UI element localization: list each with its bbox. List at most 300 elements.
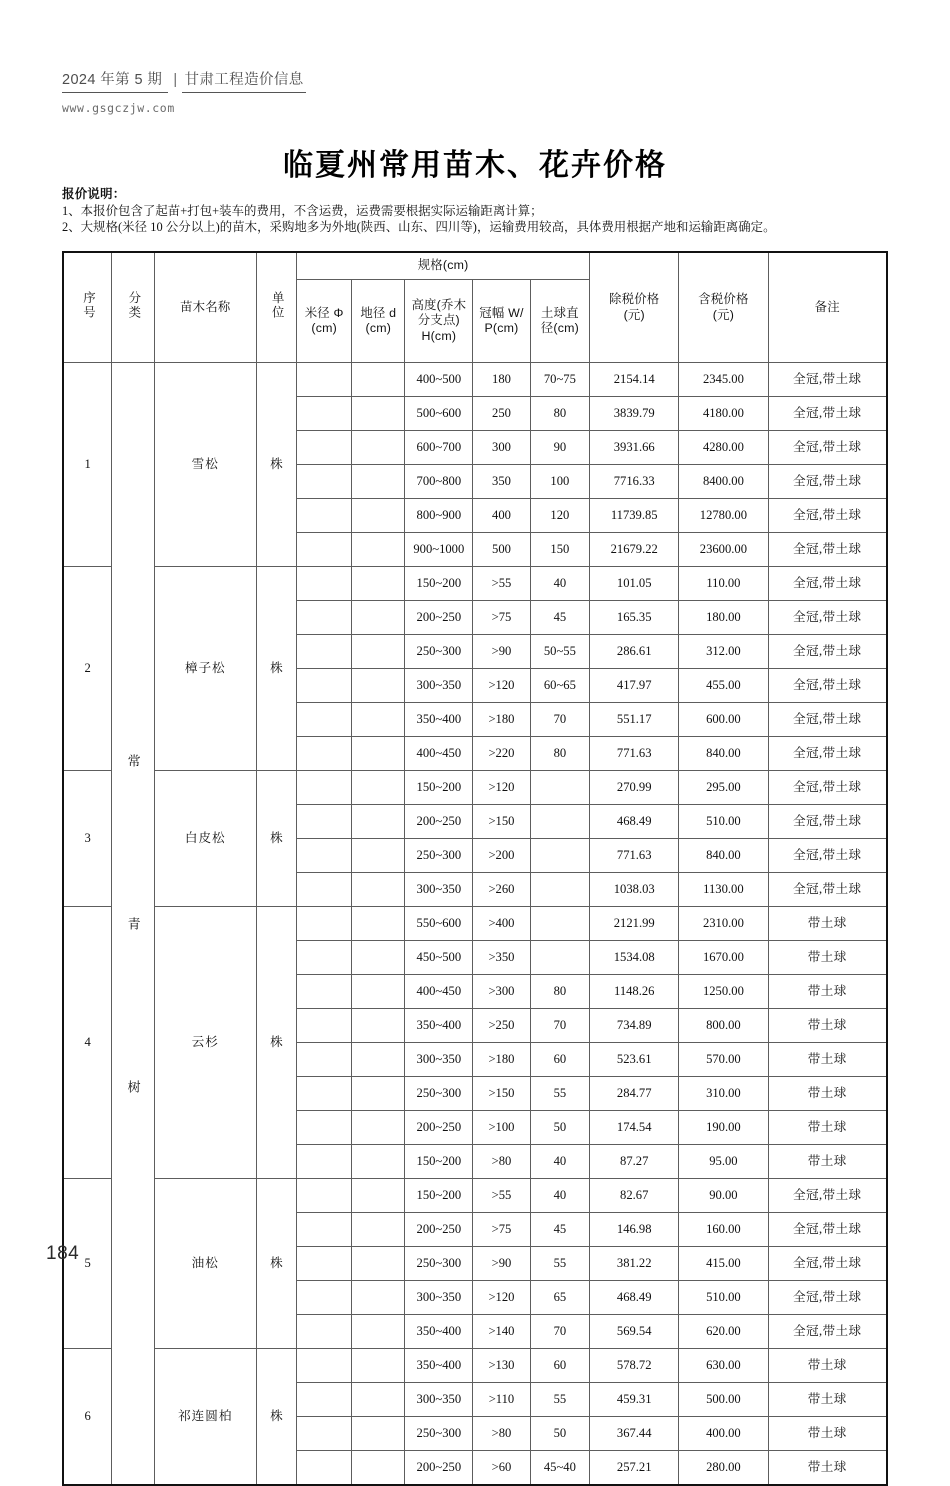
cell-spec-crown-width: >120: [473, 1281, 530, 1315]
cell-price-ex-tax: 3839.79: [590, 397, 679, 431]
cell-remark: 全冠,带土球: [768, 1315, 887, 1349]
cell-spec-height: 250~300: [405, 1077, 473, 1111]
cell-price-ex-tax: 734.89: [590, 1009, 679, 1043]
th-spec-crown-width-line2: P(cm): [484, 321, 519, 335]
th-spec-ground-diameter-line2: (cm): [365, 321, 392, 335]
cell-spec-ground-diameter: [352, 907, 405, 941]
cell-price-ex-tax: 771.63: [590, 839, 679, 873]
cell-spec-trunk-diameter: [297, 499, 352, 533]
cell-spec-rootball-diameter: 50: [530, 1111, 590, 1145]
cell-spec-ground-diameter: [352, 805, 405, 839]
th-plant-name: 苗木名称: [154, 252, 256, 363]
cell-spec-rootball-diameter: 60: [530, 1043, 590, 1077]
cell-plant-name: 油松: [154, 1179, 256, 1349]
cell-spec-ground-diameter: [352, 1383, 405, 1417]
cell-spec-rootball-diameter: 50: [530, 1417, 590, 1451]
cell-spec-ground-diameter: [352, 431, 405, 465]
cell-spec-rootball-diameter: 80: [530, 737, 590, 771]
cell-spec-height: 350~400: [405, 1315, 473, 1349]
cell-price-inc-tax: 1670.00: [679, 941, 768, 975]
cell-remark: 全冠,带土球: [768, 1281, 887, 1315]
cell-spec-rootball-diameter: 40: [530, 1145, 590, 1179]
th-spec-trunk-diameter-line1: 米径 Φ: [304, 305, 344, 320]
cell-price-ex-tax: 551.17: [590, 703, 679, 737]
cell-spec-ground-diameter: [352, 1145, 405, 1179]
cell-spec-height: 200~250: [405, 601, 473, 635]
cell-spec-height: 150~200: [405, 771, 473, 805]
cell-remark: 全冠,带土球: [768, 499, 887, 533]
cell-remark: 带土球: [768, 941, 887, 975]
cell-spec-crown-width: >400: [473, 907, 530, 941]
cell-spec-rootball-diameter: 45~40: [530, 1451, 590, 1486]
cell-plant-name: 云杉: [154, 907, 256, 1179]
cell-spec-height: 200~250: [405, 805, 473, 839]
cell-spec-trunk-diameter: [297, 397, 352, 431]
cell-price-inc-tax: 4180.00: [679, 397, 768, 431]
cell-spec-height: 300~350: [405, 873, 473, 907]
th-unit: 单位: [256, 252, 296, 363]
running-header-line: [62, 68, 306, 96]
cell-unit: 株: [256, 771, 296, 907]
cell-spec-rootball-diameter: 120: [530, 499, 590, 533]
cell-spec-rootball-diameter: 80: [530, 975, 590, 1009]
cell-spec-crown-width: >75: [473, 601, 530, 635]
cell-spec-ground-diameter: [352, 941, 405, 975]
price-table-container: [62, 251, 888, 1486]
cell-spec-crown-width: >120: [473, 771, 530, 805]
cell-spec-ground-diameter: [352, 771, 405, 805]
cell-price-inc-tax: 295.00: [679, 771, 768, 805]
cell-remark: 带土球: [768, 907, 887, 941]
cell-price-inc-tax: 8400.00: [679, 465, 768, 499]
cell-spec-crown-width: >150: [473, 805, 530, 839]
cell-spec-ground-diameter: [352, 669, 405, 703]
cell-spec-trunk-diameter: [297, 941, 352, 975]
cell-spec-crown-width: >130: [473, 1349, 530, 1383]
cell-price-ex-tax: 468.49: [590, 805, 679, 839]
cell-spec-height: 150~200: [405, 1179, 473, 1213]
cell-spec-ground-diameter: [352, 499, 405, 533]
th-spec-height: [405, 280, 473, 363]
th-spec-trunk-diameter-line2: (cm): [311, 321, 337, 335]
cell-spec-crown-width: >80: [473, 1417, 530, 1451]
th-seq: 序号: [63, 252, 112, 363]
cell-spec-ground-diameter: [352, 1179, 405, 1213]
cell-spec-rootball-diameter: 70: [530, 1315, 590, 1349]
note-line-2: 2、大规格(米径 10 公分以上)的苗木，采购地多为外地(陕西、山东、四川等)，运输费用较高，具体费用根据产地和运输距离确定。: [62, 220, 776, 234]
cell-spec-rootball-diameter: 90: [530, 431, 590, 465]
cell-spec-crown-width: >120: [473, 669, 530, 703]
cell-price-inc-tax: 2310.00: [679, 907, 768, 941]
cell-remark: 带土球: [768, 1043, 887, 1077]
cell-spec-ground-diameter: [352, 1043, 405, 1077]
cell-spec-trunk-diameter: [297, 363, 352, 397]
th-spec-ground-diameter: [352, 280, 405, 363]
cell-price-inc-tax: 190.00: [679, 1111, 768, 1145]
cell-remark: 全冠,带土球: [768, 805, 887, 839]
cell-spec-ground-diameter: [352, 363, 405, 397]
cell-spec-ground-diameter: [352, 397, 405, 431]
cell-spec-trunk-diameter: [297, 1145, 352, 1179]
cell-price-inc-tax: 1130.00: [679, 873, 768, 907]
cell-unit: 株: [256, 363, 296, 567]
cell-spec-trunk-diameter: [297, 567, 352, 601]
cell-spec-trunk-diameter: [297, 1451, 352, 1486]
cell-price-ex-tax: 165.35: [590, 601, 679, 635]
cell-spec-crown-width: >100: [473, 1111, 530, 1145]
cell-spec-trunk-diameter: [297, 805, 352, 839]
cell-sequence: 2: [63, 567, 112, 771]
cell-price-ex-tax: 2121.99: [590, 907, 679, 941]
cell-price-inc-tax: 312.00: [679, 635, 768, 669]
cell-spec-ground-diameter: [352, 567, 405, 601]
cell-remark: 带土球: [768, 1383, 887, 1417]
cell-remark: 带土球: [768, 1077, 887, 1111]
cell-spec-rootball-diameter: 70: [530, 703, 590, 737]
cell-spec-height: 200~250: [405, 1213, 473, 1247]
th-price-ex-tax-line2: (元): [623, 307, 645, 322]
cell-price-inc-tax: 800.00: [679, 1009, 768, 1043]
cell-price-ex-tax: 1534.08: [590, 941, 679, 975]
cell-price-inc-tax: 90.00: [679, 1179, 768, 1213]
cell-spec-height: 300~350: [405, 1281, 473, 1315]
cell-price-inc-tax: 180.00: [679, 601, 768, 635]
cell-spec-trunk-diameter: [297, 873, 352, 907]
cell-spec-ground-diameter: [352, 873, 405, 907]
cell-price-inc-tax: 620.00: [679, 1315, 768, 1349]
cell-price-ex-tax: 257.21: [590, 1451, 679, 1486]
cell-plant-name: 白皮松: [154, 771, 256, 907]
cell-price-inc-tax: 23600.00: [679, 533, 768, 567]
cell-price-inc-tax: 510.00: [679, 1281, 768, 1315]
cell-spec-trunk-diameter: [297, 1111, 352, 1145]
magazine-title: 甘肃工程造价信息: [182, 68, 305, 93]
cell-price-ex-tax: 146.98: [590, 1213, 679, 1247]
cell-unit: 株: [256, 1349, 296, 1486]
cell-price-ex-tax: 82.67: [590, 1179, 679, 1213]
th-price-ex-tax: [590, 252, 679, 363]
cell-price-ex-tax: 284.77: [590, 1077, 679, 1111]
cell-price-ex-tax: 2154.14: [590, 363, 679, 397]
cell-spec-rootball-diameter: 150: [530, 533, 590, 567]
cell-spec-height: 700~800: [405, 465, 473, 499]
cell-spec-trunk-diameter: [297, 1179, 352, 1213]
th-spec-trunk-diameter: [297, 280, 352, 363]
cell-spec-rootball-diameter: 55: [530, 1077, 590, 1111]
cell-spec-trunk-diameter: [297, 1315, 352, 1349]
cell-price-inc-tax: 455.00: [679, 669, 768, 703]
cell-remark: 全冠,带土球: [768, 635, 887, 669]
cell-sequence: 5: [63, 1179, 112, 1349]
cell-remark: 带土球: [768, 1111, 887, 1145]
cell-price-ex-tax: 771.63: [590, 737, 679, 771]
cell-category: [112, 363, 154, 1486]
cell-spec-height: 150~200: [405, 1145, 473, 1179]
cell-spec-trunk-diameter: [297, 601, 352, 635]
cell-spec-height: 300~350: [405, 669, 473, 703]
cell-price-inc-tax: 510.00: [679, 805, 768, 839]
cell-spec-height: 350~400: [405, 703, 473, 737]
cell-price-inc-tax: 400.00: [679, 1417, 768, 1451]
table-row: [63, 567, 887, 601]
cell-spec-height: 150~200: [405, 567, 473, 601]
cell-unit: 株: [256, 567, 296, 771]
cell-remark: 全冠,带土球: [768, 771, 887, 805]
th-price-ex-tax-line1: 除税价格: [609, 292, 660, 306]
th-spec-rootball-diameter-line2: 径(cm): [540, 321, 579, 335]
cell-remark: 全冠,带土球: [768, 567, 887, 601]
table-row: [63, 1179, 887, 1213]
quotation-notes: [62, 186, 892, 236]
cell-spec-crown-width: >55: [473, 567, 530, 601]
cell-sequence: 1: [63, 363, 112, 567]
cell-price-ex-tax: 1148.26: [590, 975, 679, 1009]
cell-spec-trunk-diameter: [297, 635, 352, 669]
cell-spec-rootball-diameter: 70: [530, 1009, 590, 1043]
cell-spec-height: 250~300: [405, 1247, 473, 1281]
cell-price-inc-tax: 1250.00: [679, 975, 768, 1009]
cell-price-inc-tax: 4280.00: [679, 431, 768, 465]
cell-spec-trunk-diameter: [297, 1349, 352, 1383]
cell-spec-height: 350~400: [405, 1349, 473, 1383]
cell-remark: 带土球: [768, 1349, 887, 1383]
cell-remark: 带土球: [768, 1145, 887, 1179]
cell-spec-rootball-diameter: [530, 941, 590, 975]
cell-price-inc-tax: 415.00: [679, 1247, 768, 1281]
cell-price-inc-tax: 95.00: [679, 1145, 768, 1179]
cell-spec-trunk-diameter: [297, 771, 352, 805]
cell-price-ex-tax: 578.72: [590, 1349, 679, 1383]
cell-spec-trunk-diameter: [297, 1043, 352, 1077]
cell-price-inc-tax: 280.00: [679, 1451, 768, 1486]
cell-spec-height: 400~450: [405, 975, 473, 1009]
th-price-inc-tax-line2: (元): [712, 307, 735, 322]
cell-spec-height: 250~300: [405, 635, 473, 669]
cell-spec-trunk-diameter: [297, 465, 352, 499]
cell-spec-trunk-diameter: [297, 1213, 352, 1247]
cell-price-ex-tax: 1038.03: [590, 873, 679, 907]
cell-spec-height: 500~600: [405, 397, 473, 431]
cell-price-ex-tax: 11739.85: [590, 499, 679, 533]
cell-sequence: 6: [63, 1349, 112, 1486]
cell-spec-crown-width: >80: [473, 1145, 530, 1179]
issue-label: 2024 年第 5 期: [62, 68, 168, 93]
cell-price-ex-tax: 101.05: [590, 567, 679, 601]
cell-remark: 全冠,带土球: [768, 669, 887, 703]
cell-spec-crown-width: >220: [473, 737, 530, 771]
cell-spec-crown-width: 180: [473, 363, 530, 397]
notes-heading: 报价说明：: [62, 187, 126, 201]
cell-unit: 株: [256, 907, 296, 1179]
cell-price-ex-tax: 417.97: [590, 669, 679, 703]
cell-sequence: 4: [63, 907, 112, 1179]
th-spec-height-line3: H(cm): [421, 328, 457, 343]
cell-spec-rootball-diameter: [530, 907, 590, 941]
cell-price-ex-tax: 21679.22: [590, 533, 679, 567]
th-spec-crown-width: [473, 280, 530, 363]
cell-remark: 带土球: [768, 1417, 887, 1451]
cell-plant-name: 樟子松: [154, 567, 256, 771]
cell-spec-crown-width: >90: [473, 1247, 530, 1281]
cell-price-inc-tax: 110.00: [679, 567, 768, 601]
cell-spec-rootball-diameter: 55: [530, 1247, 590, 1281]
cell-spec-ground-diameter: [352, 1213, 405, 1247]
cell-price-ex-tax: 286.61: [590, 635, 679, 669]
cell-spec-rootball-diameter: 40: [530, 567, 590, 601]
cell-price-ex-tax: 569.54: [590, 1315, 679, 1349]
cell-spec-rootball-diameter: 60~65: [530, 669, 590, 703]
cell-spec-rootball-diameter: [530, 805, 590, 839]
cell-spec-ground-diameter: [352, 1247, 405, 1281]
cell-unit: 株: [256, 1179, 296, 1349]
th-remark: 备注: [768, 252, 887, 363]
cell-price-ex-tax: 7716.33: [590, 465, 679, 499]
cell-spec-trunk-diameter: [297, 907, 352, 941]
cell-remark: 全冠,带土球: [768, 533, 887, 567]
cell-price-inc-tax: 630.00: [679, 1349, 768, 1383]
cell-spec-ground-diameter: [352, 1417, 405, 1451]
cell-spec-rootball-diameter: 45: [530, 1213, 590, 1247]
cell-spec-ground-diameter: [352, 465, 405, 499]
cell-spec-crown-width: 500: [473, 533, 530, 567]
cell-remark: 全冠,带土球: [768, 431, 887, 465]
table-header: [63, 252, 887, 363]
cell-spec-height: 350~400: [405, 1009, 473, 1043]
cell-remark: 全冠,带土球: [768, 363, 887, 397]
cell-spec-height: 800~900: [405, 499, 473, 533]
cell-spec-ground-diameter: [352, 975, 405, 1009]
cell-remark: 全冠,带土球: [768, 703, 887, 737]
cell-spec-ground-diameter: [352, 1111, 405, 1145]
cell-spec-crown-width: 250: [473, 397, 530, 431]
cell-spec-height: 400~450: [405, 737, 473, 771]
cell-remark: 全冠,带土球: [768, 839, 887, 873]
cell-spec-crown-width: >55: [473, 1179, 530, 1213]
cell-spec-crown-width: >60: [473, 1451, 530, 1486]
cell-spec-trunk-diameter: [297, 669, 352, 703]
table-body: [63, 363, 887, 1486]
th-spec-group: 规格(cm): [297, 252, 590, 280]
running-header: [62, 68, 882, 115]
cell-spec-ground-diameter: [352, 1451, 405, 1486]
cell-spec-trunk-diameter: [297, 1281, 352, 1315]
cell-spec-rootball-diameter: 70~75: [530, 363, 590, 397]
th-category: 分类: [112, 252, 154, 363]
cell-spec-rootball-diameter: 80: [530, 397, 590, 431]
cell-spec-trunk-diameter: [297, 533, 352, 567]
cell-remark: 全冠,带土球: [768, 1247, 887, 1281]
cell-spec-rootball-diameter: 50~55: [530, 635, 590, 669]
cell-spec-rootball-diameter: 45: [530, 601, 590, 635]
cell-spec-crown-width: 400: [473, 499, 530, 533]
cell-price-inc-tax: 570.00: [679, 1043, 768, 1077]
cell-spec-ground-diameter: [352, 1281, 405, 1315]
cell-spec-crown-width: >140: [473, 1315, 530, 1349]
cell-price-ex-tax: 270.99: [590, 771, 679, 805]
cell-spec-ground-diameter: [352, 737, 405, 771]
cell-price-ex-tax: 468.49: [590, 1281, 679, 1315]
cell-spec-height: 450~500: [405, 941, 473, 975]
cell-plant-name: 雪松: [154, 363, 256, 567]
nursery-price-table: [62, 251, 888, 1486]
th-price-inc-tax-line1: 含税价格: [698, 292, 749, 306]
th-price-inc-tax: [679, 252, 768, 363]
cell-spec-rootball-diameter: 60: [530, 1349, 590, 1383]
category-label: 常青树: [125, 754, 141, 1243]
cell-spec-crown-width: >90: [473, 635, 530, 669]
cell-spec-crown-width: >110: [473, 1383, 530, 1417]
cell-price-inc-tax: 12780.00: [679, 499, 768, 533]
cell-spec-trunk-diameter: [297, 1383, 352, 1417]
cell-spec-crown-width: >200: [473, 839, 530, 873]
cell-spec-trunk-diameter: [297, 839, 352, 873]
cell-spec-crown-width: >350: [473, 941, 530, 975]
th-spec-rootball-diameter: [530, 280, 590, 363]
cell-spec-crown-width: >150: [473, 1077, 530, 1111]
cell-remark: 全冠,带土球: [768, 1213, 887, 1247]
page-number: 184: [46, 1243, 80, 1264]
cell-spec-crown-width: >180: [473, 703, 530, 737]
cell-spec-ground-diameter: [352, 839, 405, 873]
cell-spec-trunk-diameter: [297, 1417, 352, 1451]
cell-spec-trunk-diameter: [297, 1247, 352, 1281]
cell-price-inc-tax: 310.00: [679, 1077, 768, 1111]
cell-spec-height: 250~300: [405, 1417, 473, 1451]
cell-spec-ground-diameter: [352, 1077, 405, 1111]
cell-remark: 全冠,带土球: [768, 465, 887, 499]
cell-spec-rootball-diameter: [530, 873, 590, 907]
cell-spec-height: 600~700: [405, 431, 473, 465]
website-url: www.gsgczjw.com: [62, 101, 175, 115]
cell-sequence: 3: [63, 771, 112, 907]
cell-spec-ground-diameter: [352, 601, 405, 635]
th-spec-ground-diameter-line1: 地径 d: [360, 305, 397, 320]
cell-spec-crown-width: >260: [473, 873, 530, 907]
cell-spec-rootball-diameter: 65: [530, 1281, 590, 1315]
cell-spec-height: 250~300: [405, 839, 473, 873]
header-row-top: [63, 252, 887, 280]
cell-spec-trunk-diameter: [297, 1009, 352, 1043]
table-row: [63, 1349, 887, 1383]
cell-spec-crown-width: 300: [473, 431, 530, 465]
cell-price-ex-tax: 381.22: [590, 1247, 679, 1281]
cell-price-ex-tax: 459.31: [590, 1383, 679, 1417]
cell-spec-ground-diameter: [352, 703, 405, 737]
cell-spec-ground-diameter: [352, 1009, 405, 1043]
cell-spec-height: 200~250: [405, 1451, 473, 1486]
cell-spec-trunk-diameter: [297, 975, 352, 1009]
cell-spec-crown-width: >75: [473, 1213, 530, 1247]
cell-spec-ground-diameter: [352, 533, 405, 567]
cell-spec-crown-width: 350: [473, 465, 530, 499]
cell-price-ex-tax: 367.44: [590, 1417, 679, 1451]
cell-remark: 带土球: [768, 1009, 887, 1043]
cell-plant-name: 祁连圆柏: [154, 1349, 256, 1486]
cell-spec-rootball-diameter: 55: [530, 1383, 590, 1417]
page-title: 临夏州常用苗木、花卉价格: [283, 148, 667, 183]
th-spec-crown-width-line1: 冠幅 W/: [479, 305, 524, 320]
cell-spec-height: 200~250: [405, 1111, 473, 1145]
th-spec-rootball-diameter-line1: 土球直: [540, 305, 579, 320]
cell-spec-trunk-diameter: [297, 703, 352, 737]
cell-price-inc-tax: 2345.00: [679, 363, 768, 397]
cell-remark: 全冠,带土球: [768, 601, 887, 635]
cell-remark: 带土球: [768, 1451, 887, 1486]
cell-spec-trunk-diameter: [297, 737, 352, 771]
cell-spec-crown-width: >250: [473, 1009, 530, 1043]
cell-spec-height: 400~500: [405, 363, 473, 397]
cell-remark: 全冠,带土球: [768, 1179, 887, 1213]
